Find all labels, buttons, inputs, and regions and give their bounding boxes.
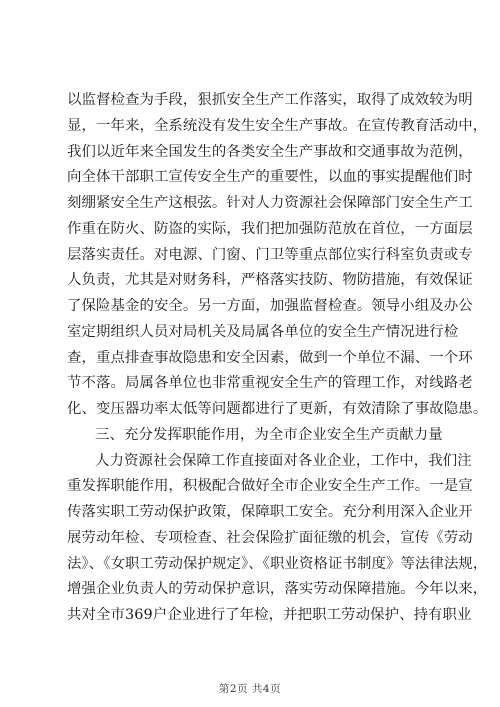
text-line: 显，一年来，全系统没有发生安全生产事故。在宣传教育活动中， <box>67 117 488 134</box>
text-line: 增强企业负责人的劳动保护意识，落实劳动保障措施。今年以来， <box>67 581 488 598</box>
text-line: 层落实责任。对电源、门窗、门卫等重点部位实行科室负责或专 <box>67 246 473 263</box>
text-line: 节不落。局属各单位也非常重视安全生产的管理工作，对线路老 <box>67 375 473 392</box>
text-line: 作重在防火、防盗的实际，我们把加强防范放在首位，一方面层 <box>67 220 473 237</box>
text-line: 化、变压器功率太低等问题都进行了更新，有效清除了事故隐患。 <box>67 401 488 417</box>
text-line: 法》、《女职工劳动保护规定》、《职业资格证书制度》等法律法规， <box>67 555 488 572</box>
text-line: 我们以近年来全国发生的各类安全生产事故和交通事故为范例， <box>67 143 473 160</box>
text-line: 人负责，尤其是对财务科，严格落实技防、物防措施，有效保证 <box>67 272 473 289</box>
paragraph-start-line: 人力资源社会保障工作直接面对各业企业，工作中，我们注 <box>95 452 472 469</box>
text-line: 以监督检查为手段，狠抓安全生产工作落实，取得了成效较为明 <box>67 92 473 108</box>
body-text <box>67 88 488 629</box>
text-line: 向全体干部职工宣传安全生产的重要性，以血的事实提醒他们时 <box>67 169 473 186</box>
text-line: 展劳动年检、专项检查、社会保险扩面征缴的机会，宣传《劳动 <box>67 529 473 546</box>
text-line: 室定期组织人员对局机关及局属各单位的安全生产情况进行检 <box>67 323 459 340</box>
text-line: 重发挥职能作用，积极配合做好全市企业安全生产工作。一是宣 <box>67 478 473 495</box>
text-line: 传落实职工劳动保护政策，保障职工安全。充分利用深入企业开 <box>67 504 473 520</box>
text-line: 了保险基金的安全。另一方面，加强监督检查。领导小组及办公 <box>67 298 473 314</box>
section-heading: 三、充分发挥职能作用，为全市企业安全生产贡献力量 <box>95 426 443 443</box>
text-line: 刻绷紧安全生产这根弦。针对人力资源社会保障部门安全生产工 <box>67 195 473 211</box>
page-number-footer: 第2页 共4页 <box>218 683 282 695</box>
text-line: 查，重点排查事故隐患和安全因素，做到一个单位不漏、一个环 <box>67 349 473 366</box>
text-line: 共对全市369户企业进行了年检，并把职工劳动保护、持有职业 <box>67 607 472 623</box>
